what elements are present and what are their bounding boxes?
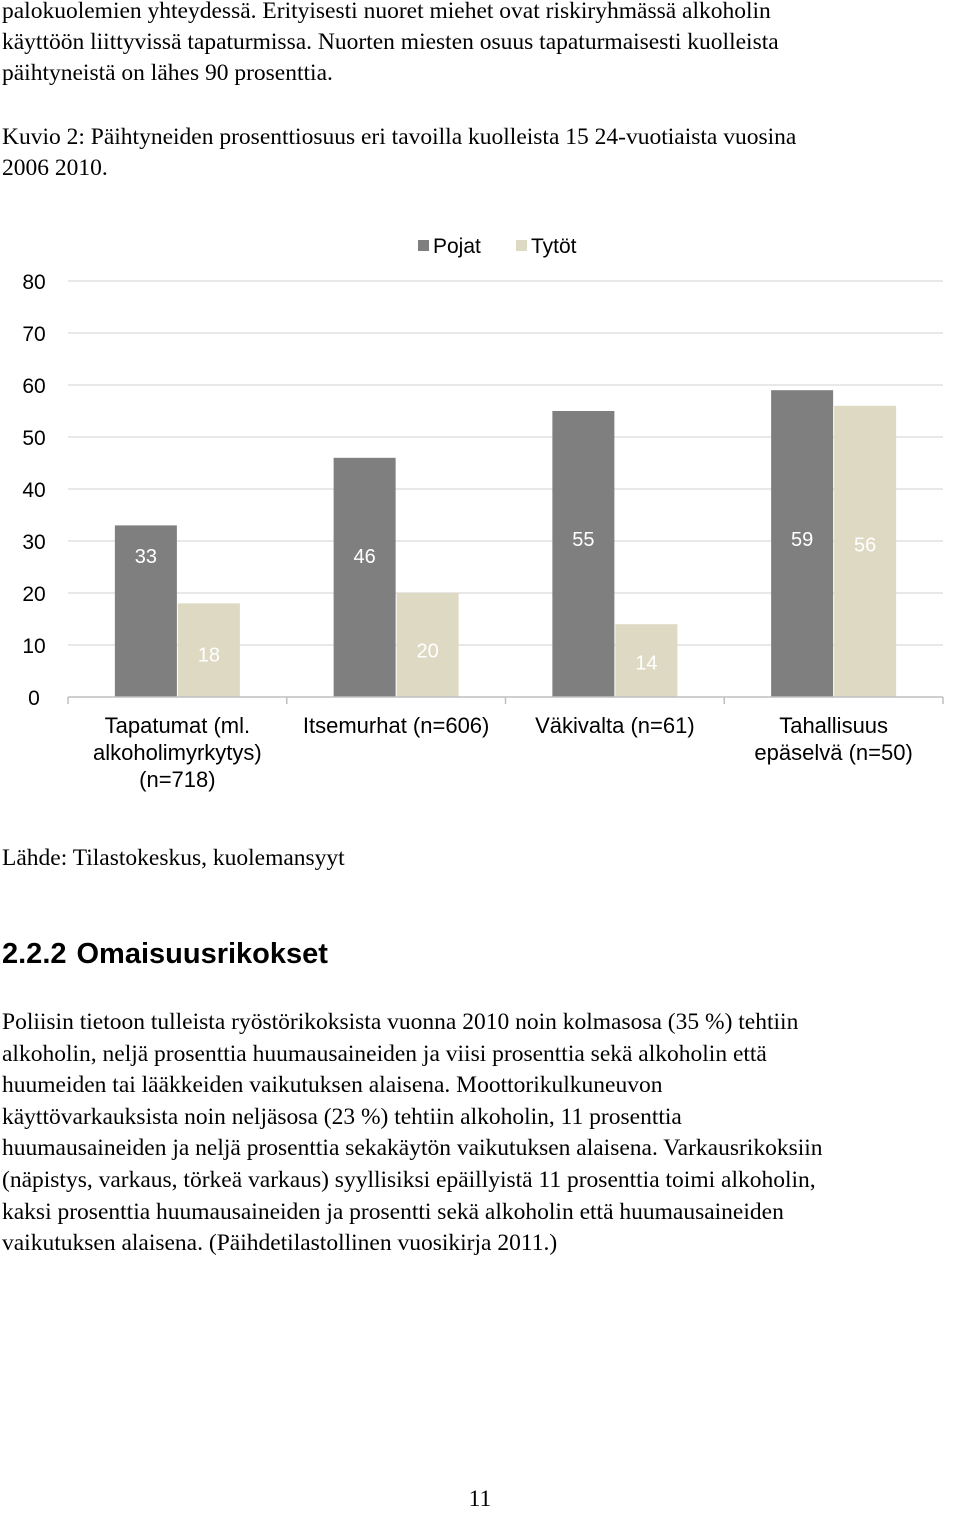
x-category-label: Tahallisuus <box>779 713 889 738</box>
y-tick-label: 20 <box>22 583 46 606</box>
y-tick-label: 0 <box>28 687 40 710</box>
bar-pojat <box>334 458 396 697</box>
intro-paragraph <box>2 0 952 89</box>
x-category-label: Itsemurhat (n=606) <box>302 713 490 738</box>
body-line: kaksi prosenttia huumausaineiden ja prosentti sekä alkoholin että huumausaineiden <box>2 1198 784 1225</box>
y-tick-label: 10 <box>22 635 46 658</box>
legend-label: Pojat <box>433 235 481 258</box>
legend-swatch <box>516 240 527 251</box>
x-category-label: Tapatumat (ml. <box>104 713 251 738</box>
y-tick-label: 80 <box>22 271 46 294</box>
y-tick-label: 70 <box>22 323 46 346</box>
intro-line: palokuolemien yhteydessä. Erityisesti nuoret miehet ovat riskiryhmässä alkoholin <box>2 0 771 24</box>
x-category-label: alkoholimyrkytys) <box>93 740 262 765</box>
x-category-label: (n=718) <box>139 767 216 792</box>
y-tick-label: 40 <box>22 479 46 502</box>
data-label: 46 <box>353 546 376 568</box>
y-tick-label: 60 <box>22 375 46 398</box>
x-category-label: epäselvä (n=50) <box>754 740 913 765</box>
legend-swatch <box>418 240 429 251</box>
caption-line: 2006 2010. <box>2 155 108 181</box>
body-line: alkoholin, neljä prosenttia huumausaineiden ja viisi prosenttia sekä alkoholin että <box>2 1040 767 1067</box>
intro-line: käyttöön liittyvissä tapaturmissa. Nuorten miesten osuus tapaturmaisesti kuolleista <box>2 29 779 55</box>
body-line: käyttövarkauksista noin neljäsosa (23 %) tehtiin alkoholin, 11 prosenttia <box>2 1103 682 1130</box>
data-label: 59 <box>791 529 814 552</box>
body-line: huumeiden tai lääkkeiden vaikutuksen alaisena. Moottorikulkuneuvon <box>2 1072 663 1099</box>
section-number: 2.2.2 <box>2 938 67 970</box>
x-category-label: Väkivalta (n=61) <box>535 713 695 738</box>
y-tick-label: 50 <box>22 427 46 450</box>
intro-line: päihtyneistä on lähes 90 prosenttia. <box>2 60 333 86</box>
body-line: (näpistys, varkaus, törkeä varkaus) syyllisiksi epäillyistä 11 prosenttia toimi alkoholin, <box>2 1166 816 1193</box>
bar-chart <box>0 228 960 803</box>
data-label: 20 <box>416 640 439 663</box>
data-label: 18 <box>197 644 220 667</box>
page-number: 11 <box>468 1486 492 1512</box>
caption-line: Kuvio 2: Päihtyneiden prosenttiosuus eri tavoilla kuolleista 15 24-vuotiaista vuosina <box>2 124 797 150</box>
body-paragraph <box>2 1007 952 1260</box>
y-tick-label: 30 <box>22 531 46 554</box>
section-heading <box>2 938 328 971</box>
legend-label: Tytöt <box>531 235 577 258</box>
data-label: 33 <box>134 546 157 568</box>
data-label: 56 <box>854 534 877 557</box>
body-line: Poliisin tietoon tulleista ryöstörikoksista vuonna 2010 noin kolmasosa (35 %) tehtiin <box>2 1009 799 1035</box>
figure-caption <box>2 122 952 184</box>
data-label: 14 <box>635 652 658 675</box>
bar-pojat <box>552 411 614 697</box>
body-line: vaikutuksen alaisena. (Päihdetilastollinen vuosikirja 2011.) <box>2 1230 558 1257</box>
data-label: 55 <box>572 529 595 552</box>
source-note: Lähde: Tilastokeskus, kuolemansyyt <box>2 845 345 871</box>
section-title: Omaisuusrikokset <box>76 938 328 970</box>
body-line: huumausaineiden ja neljä prosenttia sekakäytön vaikutuksen alaisena. Varkausrikoksiin <box>2 1135 823 1162</box>
